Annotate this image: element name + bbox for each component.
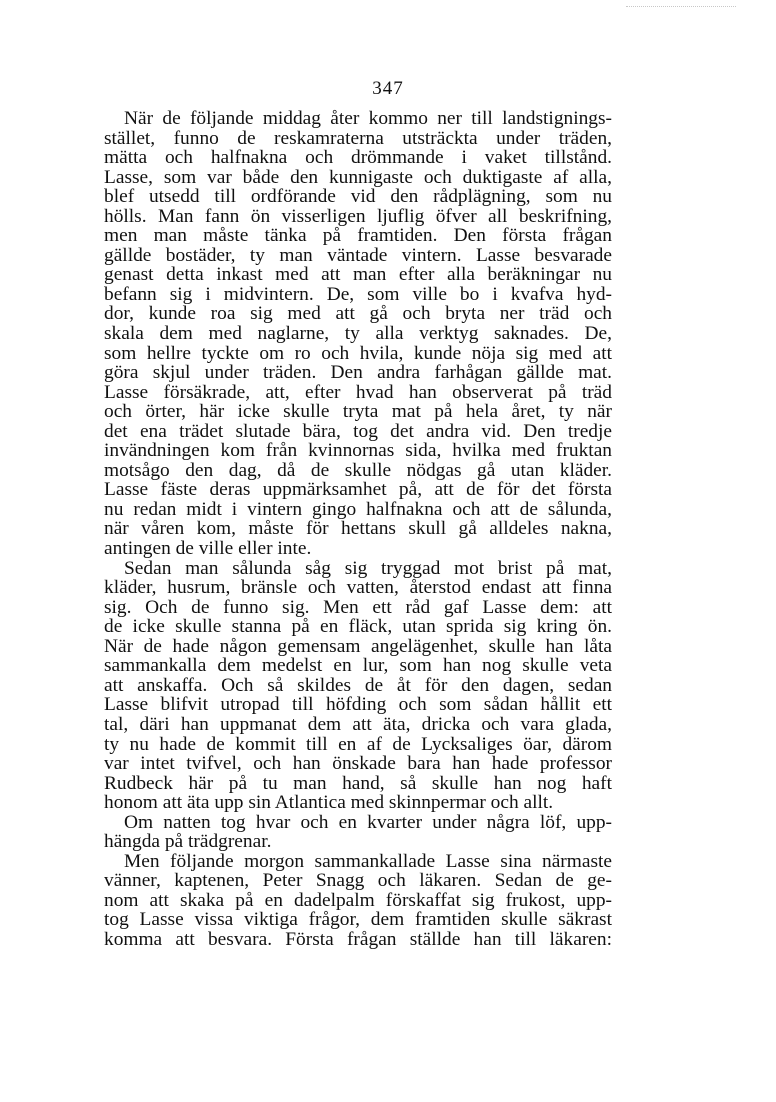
text-line: när våren kom, måste för hettans skull gå alldeles nakna, [104,518,612,540]
text-line: När de hade någon gemensam angelägenhet, skulle han låta [104,635,612,657]
text-line: blef utsedd till ordförande vid den rådplägning, som nu [104,186,612,208]
text-line: ty nu hade de kommit till en af de Lycksaliges öar, därom [104,733,612,755]
text-line: stället, funno de reskamraterna utsträckta under träden, [104,127,612,149]
text-line: kläder, husrum, bränsle och vatten, återstod endast att finna [104,577,612,599]
text-line: befann sig i midvintern. De, som ville bo i kvafva hyd- [104,283,612,305]
text-line: invändningen kom från kvinnornas sida, hvilka med fruktan [104,440,612,462]
text-line: genast detta inkast med att man efter alla beräkningar nu [104,264,612,286]
text-line: motsågo den dag, då de skulle nödgas gå utan kläder. [104,459,612,481]
text-line: vänner, kaptenen, Peter Snagg och läkaren. Sedan de ge- [104,870,612,892]
text-line: Lasse, som var både den kunnigaste och duktigaste af alla, [104,166,612,188]
text-line: men man måste tänka på framtiden. Den första frågan [104,225,612,247]
text-line: hängda på trädgrenar. [104,831,272,853]
text-line: sammankalla dem medelst en lur, som han nog skulle veta [104,655,612,677]
text-line: tal, däri han uppmanat dem att äta, dricka och vara glada, [104,713,612,735]
text-line: och örter, här icke skulle tryta mat på hela året, ty när [104,401,612,423]
text-line: dor, kunde roa sig med att gå och bryta ner träd och [104,303,612,325]
text-line: Sedan man sålunda såg sig tryggad mot brist på mat, [124,557,612,579]
text-line: Lasse försäkrade, att, efter hvad han observerat på träd [104,381,612,403]
text-line: skala dem med naglarne, ty alla verktyg saknades. De, [104,323,612,345]
text-line: de icke skulle stanna på en fläck, utan sprida sig kring ön. [104,616,612,638]
text-line: När de följande middag åter kommo ner till landstignings- [124,108,612,129]
text-line: gällde bostäder, ty man väntade vintern. Lasse besvarade [104,244,612,266]
text-line: hölls. Man fann ön visserligen ljuflig öfver all beskrifning, [104,205,612,227]
text-line: nom att skaka på en dadelpalm förskaffat sig frukost, upp- [104,889,612,911]
body-text [104,109,612,950]
text-line: honom att äta upp sin Atlantica med skinnpermar och allt. [104,792,554,814]
text-line: Lasse blifvit utropad till höfding och som sådan hållit ett [104,694,612,716]
text-line: tog Lasse vissa viktiga frågor, dem framtiden skulle säkrast [104,909,612,931]
text-line: att anskaffa. Och så skildes de åt för den dagen, sedan [104,674,612,696]
text-line: sig. Och de funno sig. Men ett råd gaf Lasse dem: att [104,596,612,618]
text-line: Rudbeck här på tu man hand, så skulle han nog haft [104,772,612,794]
text-line: Lasse fäste deras uppmärksamhet på, att de för det första [104,479,612,501]
text-line: Men följande morgon sammankallade Lasse sina närmaste [124,850,612,872]
page-number: 347 [372,78,404,99]
scan-mark [626,6,736,9]
text-line: komma att besvara. Första frågan ställde han till läkaren: [104,928,612,950]
text-line: nu redan midt i vintern gingo halfnakna och att de sålunda, [104,498,612,520]
text-line: som hellre tyckte om ro och hvila, kunde nöja sig med att [104,342,612,364]
text-line: antingen de ville eller inte. [104,538,312,560]
text-line: Om natten tog hvar och en kvarter under några löf, upp- [124,811,612,833]
text-line: var intet tvifvel, och han önskade bara han hade professor [104,753,612,775]
text-line: mätta och halfnakna och drömmande i vaket tillstånd. [104,147,612,169]
text-line: göra skjul under träden. Den andra farhågan gällde mat. [104,362,612,384]
text-line: det ena trädet slutade bära, tog det andra vid. Den tredje [104,420,612,442]
